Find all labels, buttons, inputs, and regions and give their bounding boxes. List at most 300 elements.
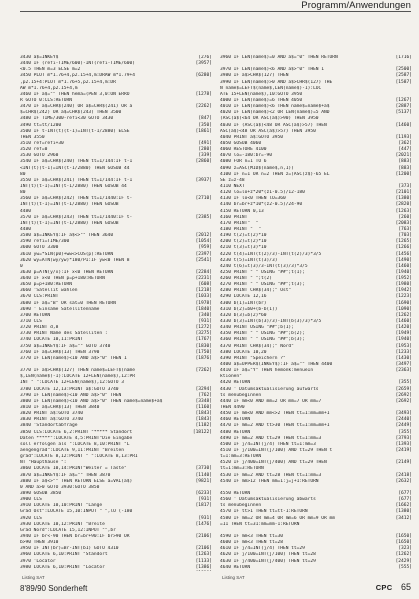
checksum: [1140] bbox=[195, 472, 212, 478]
code-text: 4480 RETURN bbox=[220, 429, 251, 435]
checksum: [1262] bbox=[395, 312, 412, 318]
checksum: [340] bbox=[198, 312, 212, 318]
code-text: INT(t)(t-1)=INT(t-1/2880) THEN GOSUB bbox=[20, 202, 119, 208]
code-text: 3590 refi=TIME/300 bbox=[20, 239, 70, 245]
code-text: 3740 LOCATE 10,11:PRINT bbox=[20, 337, 83, 343]
code-text: $,LEN(name$)-1):LOCATE 12+LEN(name$),12:PR bbox=[20, 374, 135, 380]
checksum: [2106] bbox=[195, 533, 212, 539]
page-header bbox=[0, 0, 419, 12]
checksum: [276] bbox=[198, 55, 212, 60]
checksum: [2541] bbox=[195, 257, 212, 263]
code-text: ktionen" bbox=[220, 374, 242, 380]
code-text: grad":LOCATE 8,12:PRINT " ":LOCATE 8,13:PRI bbox=[20, 454, 138, 460]
checksum: [2429] bbox=[395, 558, 412, 564]
checksum: [3412] bbox=[395, 515, 412, 521]
code-text: 3870 a$=INKEY$:IF a$="" THEN 3870 bbox=[20, 472, 111, 478]
code-text: 4060 RESTORE 4100 bbox=[220, 147, 267, 153]
code-text: b>90 THEN 3910 bbox=[20, 540, 59, 546]
code-text: 4560 ' Datumsaktualisierung abwärts bbox=[220, 497, 316, 503]
checksum: [447] bbox=[398, 147, 412, 153]
checksum: [1265] bbox=[395, 239, 412, 245]
checksum: [3348] bbox=[195, 398, 212, 404]
page-number: 65 bbox=[400, 582, 411, 592]
code-text: 4120 lo=lo+z*20*(z1-0.5)/12-180 bbox=[220, 190, 305, 196]
checksum: [1476] bbox=[195, 521, 212, 527]
checksum: [2710] bbox=[195, 196, 212, 202]
checksum: [1420] bbox=[395, 325, 412, 331]
code-text: 3940 IF br<-90 THEN br=br+90:IF br>90 OR bbox=[20, 533, 130, 539]
code-text: 3790 IF LEN(name$)<10 AND a$>"0" THEN bbox=[20, 392, 122, 398]
checksum: [1750] bbox=[195, 349, 212, 355]
code-text: N name$=LEFT$(name$,LEN(name$)-1):LOC bbox=[220, 85, 322, 91]
checksum: [1716] bbox=[395, 55, 412, 60]
code-text: 4160 PRINT bbox=[220, 214, 248, 220]
code-text: 4480 bbox=[20, 208, 31, 214]
code-text: 3760 IF a$=CHR$(13) THEN 3790 bbox=[20, 349, 100, 355]
code-text: 4010 IF LEN(name$)<6 THEN name$=name$+a$ bbox=[220, 104, 330, 110]
code-text: 3460 IF a$="" THEN hema=(PEN 3,0:ON ERRO bbox=[20, 91, 130, 97]
code-text: 4460 RETURN bbox=[220, 417, 251, 423]
code-text: NT "Haupthause ": bbox=[20, 460, 67, 466]
code-text: 3830 PRINT a$:GOTO 3740 bbox=[20, 417, 83, 423]
code-text: 3640 IF x<0 THEN p=p+180:RETURN bbox=[20, 276, 105, 282]
checksum: [1263] bbox=[395, 208, 412, 214]
checksum: [1861] bbox=[195, 128, 212, 134]
checksum: [355] bbox=[398, 429, 412, 435]
code-text: 4330 b(3)=INT(b(3)/3)-INT(b(3)/3)*3/5 bbox=[220, 319, 322, 325]
checksum: [7262] bbox=[195, 368, 212, 374]
code-text: 4410 IF a$="Y" THEN hemonk:menueIn bbox=[220, 368, 314, 374]
checksum: [3793] bbox=[395, 435, 412, 441]
checksum: [1200] bbox=[395, 171, 412, 177]
code-text: 4270 PRINT " " USING "##";t(3); bbox=[220, 282, 305, 288]
checksum: [1266] bbox=[395, 245, 412, 251]
code-text: 4470 IF mm=2 AND tt>30 THEN tt=1:mm=mm+1 bbox=[220, 423, 330, 429]
code-text: aengengrad":LOCATE 9,11:PRINT "Breiten bbox=[20, 448, 125, 453]
checksum: [2021] bbox=[395, 153, 412, 159]
code-text: 3770 IF LEN(name$)<10 AND a$>"0" THEN 1 bbox=[20, 355, 127, 361]
code-text: 4580 IF mm=2 OR mm=4 OR mm=6 OR mm=9 OR mm bbox=[220, 515, 335, 521]
code-text: 4510 IF j/100=INT(j/100) AND tt=29 THEN t bbox=[220, 448, 333, 453]
code-text: 3750 a$=INKEY$:IF a$="" GOTO 3740 bbox=[20, 343, 111, 349]
checksum: [1054] bbox=[195, 239, 212, 245]
checksum: [2231] bbox=[195, 276, 212, 282]
code-text: 4220 t(4)=INT(t(2)/3)-INT(t(2)/3)*3/5 bbox=[220, 251, 322, 257]
code-text: 4490 IF mm=2 AND tt=29 THEN tt=1:mm=3 bbox=[220, 435, 322, 441]
code-text: 3730 PRINT Name des Satelliten : bbox=[20, 331, 108, 337]
code-text: 3970 IF LEN(name$)<6 AND a$>"0" THEN 1 bbox=[220, 67, 325, 73]
code-text: 4280 PRINT CHR$(34);" Ost" bbox=[220, 288, 292, 294]
code-text: 4020 IF LEN(name$)<2 OR LEN(name$)=5 AND bbox=[220, 110, 330, 116]
code-text: 3690 ' Einsame Satellitenname bbox=[20, 306, 100, 312]
code-text: 4080 FOR n=1 TO 6 bbox=[220, 159, 267, 165]
code-text: 4290 LOCATE 12,16 bbox=[220, 294, 267, 300]
checksum: [2692] bbox=[395, 398, 412, 404]
code-text: 3470 IF a$=CHR$(240) OR a$=CHR$(241) OR a bbox=[20, 104, 133, 110]
checksum: [3957] bbox=[195, 61, 212, 67]
checksum: [3294] bbox=[195, 386, 212, 392]
checksum: [5137] bbox=[395, 110, 412, 116]
code-text: 3700 RETURN bbox=[20, 312, 51, 318]
code-text: Grad Ost":LOCATE 15,10:INPUT " ",lO (-180 bbox=[20, 509, 133, 515]
code-text: AW m*1.76+4,p2.15+4,m bbox=[20, 85, 78, 91]
checksum: [1193] bbox=[395, 134, 412, 140]
code-text: 4310 b(2)=b0+(b-b(1)) bbox=[220, 306, 278, 312]
checksum: [1767] bbox=[195, 337, 212, 343]
code-text: 3880 IF a$<>"" THEN RETURN ELSE a=VAL(a$) bbox=[20, 478, 133, 484]
code-text: 4140 br=br+z*10*(z2-0.5)/24-90 bbox=[220, 202, 303, 208]
checksum: [1267] bbox=[395, 97, 412, 103]
code-text: 3430 a$=INKEY$ bbox=[20, 55, 59, 60]
section-title: Programm/Anwendungen bbox=[301, 0, 411, 11]
checksum: [1876] bbox=[195, 355, 212, 361]
code-text: 3500 IF t-INT(t)(t-1)=INT(t-1/2880) ELSE bbox=[20, 128, 130, 134]
checksum: [6280] bbox=[195, 73, 212, 79]
code-text: 3990 IF LEN(name$)>0 AND a$>CHR$(127) THE bbox=[220, 79, 333, 85]
code-text: 3650 p=p+180:RETURN bbox=[20, 282, 73, 288]
code-text: 3600 GOTO 3300 bbox=[20, 245, 59, 251]
checksum: [3493] bbox=[395, 411, 412, 417]
checksum: [2106] bbox=[195, 546, 212, 552]
listing-label-left: Listing SAT bbox=[22, 575, 45, 580]
checksum: [959] bbox=[198, 245, 212, 251]
code-text: $=CHR$(242) OR a$=CHR$(243) THEN 3500 bbox=[20, 110, 122, 116]
code-text: 3670 CLS:PRINT bbox=[20, 294, 59, 300]
checksum: [1460] bbox=[395, 319, 412, 325]
checksum: [762] bbox=[198, 392, 212, 398]
checksum: [2284] bbox=[195, 269, 212, 275]
code-text: R GOTO 0:CLS:RETURN bbox=[20, 97, 73, 103]
checksum: [608] bbox=[198, 282, 212, 288]
code-text: 4370 PRINT CHR$(34);" Nord" bbox=[220, 343, 294, 349]
code-text: 4550 RETURN bbox=[220, 490, 251, 496]
code-text: INT(t)(t-1)=INT(t-1/2880) THEN GOSUB 44 bbox=[20, 183, 127, 189]
code-text: tt=1:mm=3:RETURN bbox=[220, 466, 264, 472]
code-text: ,p2.15+4:PLOT m*1.76+5,p2.15+4,m:DR bbox=[20, 79, 116, 85]
checksum: [2500] bbox=[395, 67, 412, 73]
code-text: 4030 IF (ASC(a$)<48 OR ASC(a$)>57) THEN bbox=[220, 122, 327, 128]
checksum: [491] bbox=[198, 140, 212, 146]
issue-label: 8'89/90 Sonderheft bbox=[20, 584, 88, 593]
code-text: 4620 IF j/100=INT(j/100) THEN tt=28 bbox=[220, 552, 316, 558]
code-text: 80 bbox=[20, 171, 26, 177]
code-text: 3930 LOCATE 10,12:PRINT "Breite bbox=[20, 521, 105, 527]
checksum: [18122] bbox=[192, 429, 212, 435]
code-text: ts menubeginnen bbox=[220, 503, 262, 509]
code-text: 4350 PRINT " " USING "##";b(2); bbox=[220, 331, 305, 337]
checksum: [9821] bbox=[195, 478, 212, 484]
code-text: 3660 'Satellit wählen bbox=[20, 288, 78, 294]
checksum: [1430] bbox=[395, 355, 412, 361]
code-text: 4450 IF mm<0 AND mm<>2 THEN tt=1:mm=mm+1 bbox=[220, 411, 330, 417]
code-text: 4230 t(5)=INT(t(3)/3) bbox=[220, 257, 278, 263]
checksum: [1380] bbox=[395, 196, 412, 202]
code-text: 4390 PRINT "Speichern ?" bbox=[220, 355, 286, 361]
code-text: 4200 t(2)=t(2)*10 bbox=[220, 239, 267, 245]
code-text: 3860 LOCATE 10,14:PRINT"Weiter = Taste" bbox=[20, 466, 127, 472]
checksum: [1490] bbox=[395, 257, 412, 263]
code-text: 4100 IF n=1 OR n=2 THEN z=(ASC(z$)-65 EL bbox=[220, 171, 330, 177]
checksum: [373] bbox=[398, 183, 412, 189]
code-text: 3630 p=ATN(y/x):IF x<0 THEN RETURN bbox=[20, 269, 114, 275]
checksum: [1182] bbox=[195, 423, 212, 429]
code-text: 4190 t(2)=t(2)*10 bbox=[220, 233, 267, 239]
code-text: 3780 LOCATE 12,13:PRINT a$:GOTO 3740 bbox=[20, 386, 119, 392]
code-text: 3510 ref=refi+30 bbox=[20, 140, 64, 146]
checksum: [1133] bbox=[195, 558, 212, 564]
checksum: [2587] bbox=[395, 73, 412, 79]
checksum: [2820] bbox=[395, 202, 412, 208]
code-text: 3900 CLS bbox=[20, 497, 42, 503]
code-text: 3910 LOCATE 10,10:PRINT "Länge bbox=[20, 503, 103, 509]
code-text: ASC(a$)<48 OR ASC(a$)>57) THEN 3950 bbox=[220, 128, 316, 134]
checksum: [2012] bbox=[195, 233, 212, 239]
code-text: 4130 IF lo<0 THEN lO=360 bbox=[220, 196, 286, 202]
code-text: 3610 yw=*SIN(p0)+ww<>COS(p):RETURN bbox=[20, 251, 114, 257]
code-text: 3980 IF a$>CHR$(127) THEN bbox=[220, 73, 289, 79]
checksum: [883] bbox=[398, 159, 412, 165]
code-text: 4360 PRINT " " USING "##";b(3); bbox=[220, 337, 305, 343]
checksum: [1953] bbox=[395, 343, 412, 349]
code-text: 3490 tt=tt/1200 bbox=[20, 122, 62, 128]
code-text: 4170 PRINT" " bbox=[220, 220, 259, 226]
checksum: [1840] bbox=[195, 306, 212, 312]
checksum: [1843] bbox=[195, 411, 212, 417]
checksum: [677] bbox=[398, 490, 412, 496]
code-text: 3440 IF (refi-TIME/600)-INT(refi-TIME/600) bbox=[20, 61, 135, 67]
checksum: [339] bbox=[198, 153, 212, 159]
checksum: [2385] bbox=[195, 214, 212, 220]
code-text: 3820 PRINT a$:GOTO 3740 bbox=[20, 411, 83, 417]
code-text: 3850 CLS:LOCATE 6,2:PRINT "***** Standort bbox=[20, 429, 133, 435]
checksum: [3730] bbox=[195, 466, 212, 472]
code-text: 4040 PRINT a$:GOTO 3950 bbox=[220, 134, 283, 140]
code-text: 4090 z=ASC(MID$(name$,n,1)) bbox=[220, 165, 294, 171]
header-rule bbox=[20, 11, 411, 12]
checksum: [2418] bbox=[395, 472, 412, 478]
checksum: [1980] bbox=[395, 282, 412, 288]
code-text: 3970 'Locator bbox=[20, 558, 56, 564]
code-text: THEN 3550 bbox=[20, 134, 45, 140]
page-footer bbox=[376, 582, 411, 592]
code-text: 4260 PRINT " ";t(2) bbox=[220, 276, 273, 282]
code-text: 4110 NEXT bbox=[220, 183, 245, 189]
code-text: 3550 IF a$=CHR$(241) THEN tt=1/144:IF t-1 bbox=[20, 177, 133, 183]
code-text: 3720 PRINT d,8 bbox=[20, 325, 59, 331]
checksum: [2887] bbox=[395, 104, 412, 110]
code-text: 4420 RETURN bbox=[220, 380, 251, 386]
checksum: [1233] bbox=[395, 349, 412, 355]
checksum: [1386] bbox=[195, 564, 212, 570]
code-text: THEN 4490 bbox=[220, 405, 245, 411]
code-text: 4320 b(3)=b(2)*60 bbox=[220, 312, 267, 318]
code-text: 4530 IF mm=2 AND tt=28 THEN tt=1:mm=3 bbox=[220, 472, 322, 478]
code-text: 3540 IF a$=CHR$(240) THEN tt=1/144:IF t-1 bbox=[20, 159, 133, 165]
checksum: [2440] bbox=[395, 417, 412, 423]
code-text: 3890 GOSUB 3850 bbox=[20, 490, 62, 496]
checksum: [6233] bbox=[195, 490, 212, 496]
code-text: 4150 RETURN 0,13 bbox=[220, 208, 264, 214]
code-text: 4250 PRINT " " USING "##";t(1); bbox=[220, 269, 305, 275]
code-text: =11 THEN tt=31:mm=mm-1:RETURN bbox=[220, 521, 300, 527]
checksum: [2419] bbox=[395, 448, 412, 453]
code-text: 4050 GOSUB 4060 bbox=[220, 140, 262, 146]
checksum: [847] bbox=[198, 116, 212, 122]
code-text: 3580 a$=INKEY$:IF a$<>"" THEN 3640 bbox=[20, 233, 114, 239]
checksum: [1942] bbox=[395, 288, 412, 294]
checksum: [1218] bbox=[195, 288, 212, 294]
code-text: SE z=z-48 bbox=[220, 177, 245, 183]
code-text: 3950 IF INT(br)=Br-INT(b1) GOTO 4310 bbox=[20, 546, 119, 552]
checksum: [763] bbox=[398, 226, 412, 232]
code-text: 3980 LOCATE 6,10:PRINT "Locator bbox=[20, 564, 105, 570]
code-text: 3560 IF a$=CHR$(242) THEN tt=1/1440:IF t- bbox=[20, 196, 133, 202]
checksum: [1262] bbox=[395, 552, 412, 558]
code-text: 3840 'Standortabfrage bbox=[20, 423, 78, 429]
checksum: [2860] bbox=[195, 159, 212, 165]
code-text: 0 AND a>0 GOTO 3930:GOTO 3850 bbox=[20, 484, 100, 490]
code-text: 3960 IF LEN(name$)=0 AND a$="0" THEN RETURN bbox=[220, 55, 338, 60]
checksum: [1460] bbox=[395, 122, 412, 128]
code-text: 4070 lo=-180:br=-90 bbox=[220, 153, 273, 159]
code-text: 4500 IF j/4=INT(j/4) THEN tt=1:mm=3 bbox=[220, 441, 316, 447]
code-text: 3520 ref=0 bbox=[20, 147, 48, 153]
checksum: [280] bbox=[198, 147, 212, 153]
checksum: [1090] bbox=[395, 306, 412, 312]
checksum: [1272] bbox=[195, 325, 212, 331]
checksum: [1223] bbox=[395, 294, 412, 300]
checksum: [1830] bbox=[195, 343, 212, 349]
listing-label-right: Listing SAT bbox=[222, 575, 245, 580]
code-text: 3620 wy=ATN(wy/yw)*180/PI:IF yw<0 THEN 8 bbox=[20, 257, 130, 263]
checksum: [1460] bbox=[395, 263, 412, 269]
code-text: 4440 IF mm<0 AND mm=2 OR mm=7 OR mm=7 bbox=[220, 398, 322, 404]
code-text: 4430 ' Datumsaktualisierung aufwärts bbox=[220, 386, 319, 392]
checksum: [350] bbox=[198, 122, 212, 128]
checksum: [2363] bbox=[395, 368, 412, 374]
code-text: t=1:mm=3:RETURN bbox=[220, 454, 262, 460]
checksum: [1650] bbox=[395, 533, 412, 539]
checksum: [2262] bbox=[195, 104, 212, 110]
checksum: [931] bbox=[198, 515, 212, 521]
checksum: [3497] bbox=[395, 362, 412, 368]
code-text: <0.5 THEN m=3 ELSE m=2 bbox=[20, 67, 81, 73]
code-text: 3960 LOCATE 6,10:PRINT "Standort bbox=[20, 552, 108, 558]
checksum: [1278] bbox=[195, 91, 212, 97]
listing-left-column bbox=[20, 55, 214, 571]
code-line bbox=[220, 565, 414, 571]
code-text: 3570 IF a$=CHR$(243) THEN tt=1/1440:IF t- bbox=[20, 214, 133, 220]
code-text: 4210 t(3)=t(3)*10 bbox=[220, 245, 267, 251]
checksum: [3937] bbox=[195, 177, 212, 183]
checksum: [2449] bbox=[395, 423, 412, 429]
code-text: 3680 IF a$="B" OR sat=0 THEN RETURN bbox=[20, 300, 116, 306]
checksum: [1662] bbox=[395, 503, 412, 509]
checksum: [677] bbox=[398, 497, 412, 503]
checksum: [1380] bbox=[395, 509, 412, 515]
checksum: [1587] bbox=[395, 79, 412, 85]
code-text: 3810 IF a$=CHR$(13) THEN 3840 bbox=[20, 405, 100, 411]
code-text: 3770 IF a$>CHR$(127) THEN name$=LEFT$(name bbox=[20, 368, 135, 374]
checksum: [1456] bbox=[395, 251, 412, 257]
code-text: ts menubeginnen bbox=[220, 392, 262, 398]
checksum: [2632] bbox=[395, 478, 412, 484]
checksum: [931] bbox=[198, 319, 212, 325]
checksum: [555] bbox=[398, 564, 412, 570]
checksum: [2083] bbox=[395, 220, 412, 226]
code-text: INT " ":LOCATE 12+LEN(name$),12:GOTO 3 bbox=[20, 380, 125, 386]
checksum: [260] bbox=[398, 214, 412, 220]
code-text: 80 bbox=[20, 190, 26, 196]
checksum: [883] bbox=[398, 165, 412, 171]
checksum: [2659] bbox=[395, 386, 412, 392]
checksum: [1393] bbox=[395, 441, 412, 447]
brand-logo: CPC bbox=[375, 583, 393, 592]
code-text: soll erfolgen als ":LOCATE 8,10:PRINT "L bbox=[20, 441, 130, 447]
checksum: [1160] bbox=[195, 405, 212, 411]
checksum: [355] bbox=[398, 380, 412, 386]
checksum: [1843] bbox=[195, 417, 212, 423]
code-text: 4480 bbox=[20, 226, 31, 232]
checksum: [323] bbox=[398, 546, 412, 552]
checksum: [3275] bbox=[195, 331, 212, 337]
code-text: 4590 IF mm<3 THEN tt=30 bbox=[220, 533, 283, 539]
code-text: 4600 IF mm<3 THEN tt=28 bbox=[220, 540, 283, 546]
code-text: 3710 CLS bbox=[20, 319, 42, 325]
code-text: 4540 IF mm>12 THEN mm=1:j=j+1:RETURN bbox=[220, 478, 319, 484]
checksum: [1690] bbox=[395, 300, 412, 306]
checksum: [1978] bbox=[195, 300, 212, 306]
checksum: [1940] bbox=[395, 269, 412, 275]
checksum: [2101] bbox=[395, 190, 412, 196]
code-text: 3800 IF LEN(name$)<10 AND a$>"0" THEN name$=name$+a$ bbox=[20, 398, 163, 404]
code-text: 4630 IF j/400=INT(j/400) THEN tt=29 bbox=[220, 558, 316, 564]
code-text: ATE 15+LEN(name$),10:GOTO 3950 bbox=[220, 91, 303, 97]
checksum: [1033] bbox=[195, 294, 212, 300]
code-text: INT(t)(t-1)=INT(t-1/2880) THEN GOSUB bbox=[20, 220, 119, 226]
code-text: Daten *****":LOCATE 4,5:PRINT"Die Eingabe bbox=[20, 435, 133, 441]
code-text: 0 bbox=[20, 263, 23, 269]
code-text: 4400 a$=UPPER$(INKEY$):IF a$="" THEN 4400 bbox=[220, 362, 333, 368]
code-text: 4300 b(1)=INT(br) bbox=[220, 300, 267, 306]
checksum: [2397] bbox=[195, 251, 212, 257]
checksum: [1650] bbox=[395, 540, 412, 546]
code-text: 4380 LOCATE 10,20 bbox=[220, 349, 267, 355]
code-text: 3530 GOTO 2960 bbox=[20, 153, 59, 159]
code-text: 3450 PLOT m*1.76+4,p2.15+4,m:DRAW m*1.79+4 bbox=[20, 73, 135, 79]
code-text: <INT(t)(t-1)=INT(t-1/2880) THEN GOSUB 44 bbox=[20, 165, 130, 171]
checksum: [362] bbox=[398, 140, 412, 146]
code-text: 4640 RETURN bbox=[220, 564, 251, 570]
code-text: 3920 CLS bbox=[20, 515, 42, 521]
checksum: [1817] bbox=[195, 503, 212, 509]
code-text: 4180 PRINT " " bbox=[220, 226, 262, 232]
code-text: 4240 t(6)=t(3)/3-INT(t(3)/3)*3/5 bbox=[220, 263, 308, 269]
code-text: 4000 IF LEN(name$)=6 THEN 4050 bbox=[220, 97, 303, 103]
checksum: [1949] bbox=[395, 331, 412, 337]
code-text: 4520 IF j/400=INT(j/400) AND tt=29 THEN bbox=[220, 460, 327, 466]
checksum: [1952] bbox=[395, 276, 412, 282]
checksum: [1940] bbox=[395, 337, 412, 343]
code-text: 4610 IF j/4=INT(j/4) THEN tt=29 bbox=[220, 546, 305, 552]
code-text: 4570 IF tt>1 THEN tt=tt-1:RETURN bbox=[220, 509, 308, 515]
checksum: [703] bbox=[398, 233, 412, 239]
checksum: [1263] bbox=[195, 552, 212, 558]
code-text: 3480 IF TIME/300-refi<30 GOTO 3430 bbox=[20, 116, 114, 122]
code-text: 4340 PRINT USING "##";b(1); bbox=[220, 325, 294, 331]
checksum: [931] bbox=[198, 497, 212, 503]
code-text: Grad Nord":LOCATE 15,12:INPUT "",br bbox=[20, 527, 116, 533]
